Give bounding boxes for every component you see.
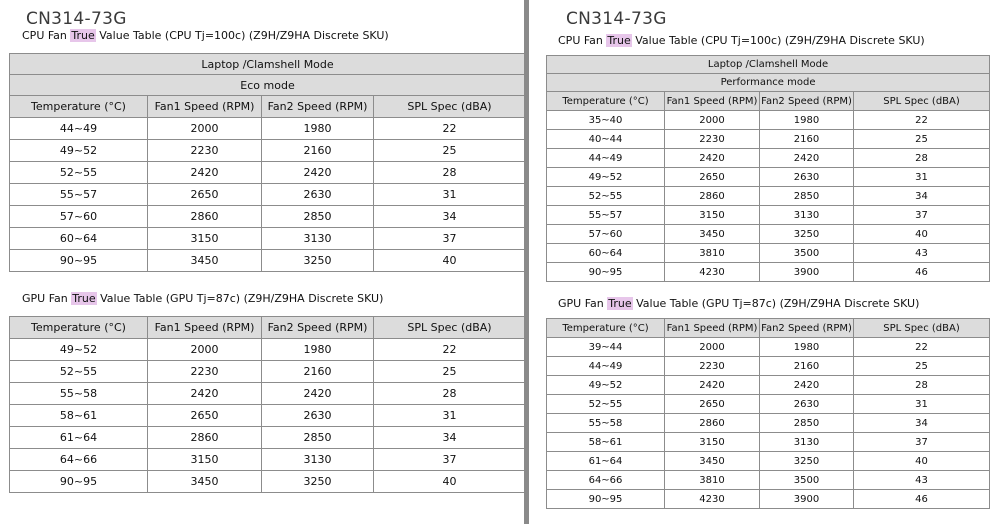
highlighted-word: True (71, 29, 95, 42)
title-prefix: CPU Fan (558, 34, 607, 47)
fan1-speed-cell: 2420 (665, 149, 760, 168)
temperature-cell: 55~58 (10, 383, 148, 405)
temperature-cell: 49~52 (10, 339, 148, 361)
fan2-speed-cell: 2850 (262, 427, 374, 449)
fan1-speed-cell: 3150 (148, 228, 262, 250)
table-row (10, 427, 526, 449)
temperature-cell: 35~40 (547, 111, 665, 130)
fan2-speed-cell: 3500 (760, 244, 854, 263)
model-name: CN314-73G (566, 9, 667, 29)
fan2-speed-cell: 2160 (262, 140, 374, 162)
temperature-cell: 64~66 (547, 471, 665, 490)
fan2-speed-cell: 2850 (262, 206, 374, 228)
spl-spec-cell: 25 (374, 140, 526, 162)
temperature-cell: 60~64 (10, 228, 148, 250)
temperature-cell: 90~95 (547, 263, 665, 282)
table-row (10, 140, 526, 162)
gpu-fan-table (546, 318, 990, 509)
table-row (10, 361, 526, 383)
table-row (10, 471, 526, 493)
column-header: Fan2 Speed (RPM) (262, 96, 374, 118)
table-row (547, 395, 990, 414)
fan1-speed-cell: 3150 (665, 433, 760, 452)
cpu-fan-table (546, 55, 990, 282)
spl-spec-cell: 28 (374, 383, 526, 405)
temperature-cell: 55~57 (547, 206, 665, 225)
temperature-cell: 44~49 (10, 118, 148, 140)
spl-spec-cell: 28 (854, 149, 990, 168)
table-row (10, 206, 526, 228)
temperature-cell: 52~55 (547, 395, 665, 414)
table-row (547, 452, 990, 471)
fan2-speed-cell: 3900 (760, 263, 854, 282)
fan2-speed-cell: 2420 (760, 149, 854, 168)
table-row (547, 490, 990, 509)
fan1-speed-cell: 2860 (665, 187, 760, 206)
spl-spec-cell: 28 (374, 162, 526, 184)
fan1-speed-cell: 2650 (665, 395, 760, 414)
table-row (547, 357, 990, 376)
temperature-cell: 52~55 (547, 187, 665, 206)
spl-spec-cell: 46 (854, 263, 990, 282)
column-header: Fan2 Speed (RPM) (760, 319, 854, 338)
table-row (547, 149, 990, 168)
temperature-cell: 52~55 (10, 361, 148, 383)
temperature-cell: 57~60 (547, 225, 665, 244)
temperature-cell: 58~61 (10, 405, 148, 427)
spl-spec-cell: 25 (854, 357, 990, 376)
fan2-speed-cell: 2160 (760, 357, 854, 376)
temperature-cell: 49~52 (547, 168, 665, 187)
spl-spec-cell: 46 (854, 490, 990, 509)
fan1-speed-cell: 4230 (665, 490, 760, 509)
table-row (10, 383, 526, 405)
title-suffix: Value Table (CPU Tj=100c) (Z9H/Z9HA Discrete SKU) (95, 29, 389, 42)
table-row (547, 206, 990, 225)
column-header: Fan2 Speed (RPM) (262, 317, 374, 339)
fan1-speed-cell: 3150 (148, 449, 262, 471)
temperature-cell: 90~95 (547, 490, 665, 509)
table-row (547, 338, 990, 357)
table-row (547, 225, 990, 244)
temperature-cell: 52~55 (10, 162, 148, 184)
fan1-speed-cell: 2860 (148, 427, 262, 449)
fan2-speed-cell: 3900 (760, 490, 854, 509)
fan1-speed-cell: 2230 (148, 140, 262, 162)
title-prefix: CPU Fan (22, 29, 71, 42)
cpu-fan-table (9, 53, 526, 272)
fan2-speed-cell: 2630 (760, 395, 854, 414)
title-suffix: Value Table (GPU Tj=87c) (Z9H/Z9HA Discrete SKU) (632, 297, 920, 310)
table-row (547, 244, 990, 263)
fan1-speed-cell: 2860 (148, 206, 262, 228)
fan1-speed-cell: 2420 (148, 162, 262, 184)
cpu-table-title (22, 29, 389, 42)
spl-spec-cell: 25 (374, 361, 526, 383)
table-row (547, 111, 990, 130)
fan1-speed-cell: 3450 (148, 471, 262, 493)
fan1-speed-cell: 2000 (665, 338, 760, 357)
fan2-speed-cell: 3130 (262, 449, 374, 471)
table-row (547, 263, 990, 282)
model-name: CN314-73G (26, 9, 127, 29)
fan2-speed-cell: 3500 (760, 471, 854, 490)
spl-spec-cell: 31 (374, 405, 526, 427)
temperature-cell: 90~95 (10, 250, 148, 272)
table-row (10, 162, 526, 184)
spl-spec-cell: 43 (854, 471, 990, 490)
fan1-speed-cell: 3150 (665, 206, 760, 225)
spl-spec-cell: 37 (374, 449, 526, 471)
fan1-speed-cell: 2420 (665, 376, 760, 395)
temperature-cell: 61~64 (547, 452, 665, 471)
gpu-fan-table (9, 316, 526, 493)
spl-spec-cell: 37 (854, 433, 990, 452)
spl-spec-cell: 34 (374, 206, 526, 228)
gpu-table-title (558, 297, 919, 310)
fan2-speed-cell: 3130 (262, 228, 374, 250)
spl-spec-cell: 37 (374, 228, 526, 250)
fan2-speed-cell: 2420 (262, 383, 374, 405)
fan2-speed-cell: 3250 (760, 225, 854, 244)
temperature-cell: 55~58 (547, 414, 665, 433)
fan1-speed-cell: 2230 (665, 130, 760, 149)
fan2-speed-cell: 1980 (262, 339, 374, 361)
fan2-speed-cell: 2850 (760, 187, 854, 206)
fan2-speed-cell: 2850 (760, 414, 854, 433)
table-row (547, 168, 990, 187)
column-header: Temperature (°C) (547, 92, 665, 111)
temperature-cell: 60~64 (547, 244, 665, 263)
spl-spec-cell: 22 (854, 111, 990, 130)
spl-spec-cell: 40 (854, 225, 990, 244)
spl-spec-cell: 40 (374, 250, 526, 272)
temperature-cell: 49~52 (547, 376, 665, 395)
table-row (10, 449, 526, 471)
fan2-speed-cell: 2420 (262, 162, 374, 184)
table-row (10, 405, 526, 427)
fan2-speed-cell: 2160 (262, 361, 374, 383)
fan2-speed-cell: 1980 (262, 118, 374, 140)
column-header: Fan1 Speed (RPM) (665, 319, 760, 338)
fan1-speed-cell: 4230 (665, 263, 760, 282)
fan2-speed-cell: 2630 (760, 168, 854, 187)
fan2-speed-cell: 2160 (760, 130, 854, 149)
fan1-speed-cell: 2650 (665, 168, 760, 187)
spl-spec-cell: 22 (854, 338, 990, 357)
temperature-cell: 40~44 (547, 130, 665, 149)
fan2-speed-cell: 3250 (760, 452, 854, 471)
temperature-cell: 57~60 (10, 206, 148, 228)
fan2-speed-cell: 2630 (262, 184, 374, 206)
column-header: Fan2 Speed (RPM) (760, 92, 854, 111)
fan1-speed-cell: 2420 (148, 383, 262, 405)
fan1-speed-cell: 3450 (148, 250, 262, 272)
fan1-speed-cell: 3450 (665, 452, 760, 471)
fan1-speed-cell: 2650 (148, 184, 262, 206)
fan2-speed-cell: 3130 (760, 433, 854, 452)
table-row (547, 414, 990, 433)
mode-header: Laptop /Clamshell Mode (10, 54, 526, 75)
column-header: Fan1 Speed (RPM) (148, 317, 262, 339)
column-header: Temperature (°C) (547, 319, 665, 338)
spl-spec-cell: 22 (374, 118, 526, 140)
fan1-speed-cell: 2650 (148, 405, 262, 427)
submode-header: Eco mode (10, 75, 526, 96)
table-row (547, 471, 990, 490)
table-row (10, 184, 526, 206)
temperature-cell: 49~52 (10, 140, 148, 162)
table-row (10, 118, 526, 140)
fan1-speed-cell: 2000 (148, 339, 262, 361)
column-header: Temperature (°C) (10, 317, 148, 339)
highlighted-word: True (72, 292, 96, 305)
temperature-cell: 44~49 (547, 357, 665, 376)
title-suffix: Value Table (CPU Tj=100c) (Z9H/Z9HA Discrete SKU) (631, 34, 925, 47)
table-row (547, 376, 990, 395)
fan2-speed-cell: 3250 (262, 250, 374, 272)
table-body (547, 338, 990, 509)
spl-spec-cell: 34 (854, 414, 990, 433)
table-row (10, 228, 526, 250)
fan1-speed-cell: 2860 (665, 414, 760, 433)
temperature-cell: 58~61 (547, 433, 665, 452)
fan1-speed-cell: 3810 (665, 244, 760, 263)
table-row (10, 250, 526, 272)
table-body (10, 118, 526, 272)
spl-spec-cell: 22 (374, 339, 526, 361)
table-row (547, 187, 990, 206)
fan2-speed-cell: 2630 (262, 405, 374, 427)
column-header: Temperature (°C) (10, 96, 148, 118)
spl-spec-cell: 40 (854, 452, 990, 471)
column-header: SPL Spec (dBA) (854, 92, 990, 111)
column-header: Fan1 Speed (RPM) (665, 92, 760, 111)
fan1-speed-cell: 2230 (665, 357, 760, 376)
fan1-speed-cell: 3810 (665, 471, 760, 490)
temperature-cell: 55~57 (10, 184, 148, 206)
column-header: SPL Spec (dBA) (374, 317, 526, 339)
cpu-table-title (558, 34, 925, 47)
title-suffix: Value Table (GPU Tj=87c) (Z9H/Z9HA Discrete SKU) (96, 292, 384, 305)
table-body (547, 111, 990, 282)
temperature-cell: 90~95 (10, 471, 148, 493)
fan1-speed-cell: 2000 (665, 111, 760, 130)
spl-spec-cell: 31 (374, 184, 526, 206)
spl-spec-cell: 34 (854, 187, 990, 206)
table-row (547, 130, 990, 149)
column-header: Fan1 Speed (RPM) (148, 96, 262, 118)
column-header: SPL Spec (dBA) (854, 319, 990, 338)
title-prefix: GPU Fan (558, 297, 608, 310)
temperature-cell: 39~44 (547, 338, 665, 357)
fan1-speed-cell: 3450 (665, 225, 760, 244)
temperature-cell: 64~66 (10, 449, 148, 471)
temperature-cell: 44~49 (547, 149, 665, 168)
spl-spec-cell: 34 (374, 427, 526, 449)
mode-header: Laptop /Clamshell Mode (547, 56, 990, 74)
spl-spec-cell: 37 (854, 206, 990, 225)
gpu-table-title (22, 292, 383, 305)
spl-spec-cell: 31 (854, 168, 990, 187)
spl-spec-cell: 31 (854, 395, 990, 414)
temperature-cell: 61~64 (10, 427, 148, 449)
submode-header: Performance mode (547, 74, 990, 92)
fan1-speed-cell: 2000 (148, 118, 262, 140)
table-row (547, 433, 990, 452)
spl-spec-cell: 40 (374, 471, 526, 493)
column-header: SPL Spec (dBA) (374, 96, 526, 118)
fan2-speed-cell: 3130 (760, 206, 854, 225)
fan2-speed-cell: 1980 (760, 338, 854, 357)
fan2-speed-cell: 3250 (262, 471, 374, 493)
spl-spec-cell: 25 (854, 130, 990, 149)
table-row (10, 339, 526, 361)
fan2-speed-cell: 1980 (760, 111, 854, 130)
highlighted-word: True (608, 297, 632, 310)
spl-spec-cell: 43 (854, 244, 990, 263)
fan2-speed-cell: 2420 (760, 376, 854, 395)
right-document-panel (529, 0, 999, 524)
spl-spec-cell: 28 (854, 376, 990, 395)
title-prefix: GPU Fan (22, 292, 72, 305)
fan1-speed-cell: 2230 (148, 361, 262, 383)
highlighted-word: True (607, 34, 631, 47)
table-body (10, 339, 526, 493)
